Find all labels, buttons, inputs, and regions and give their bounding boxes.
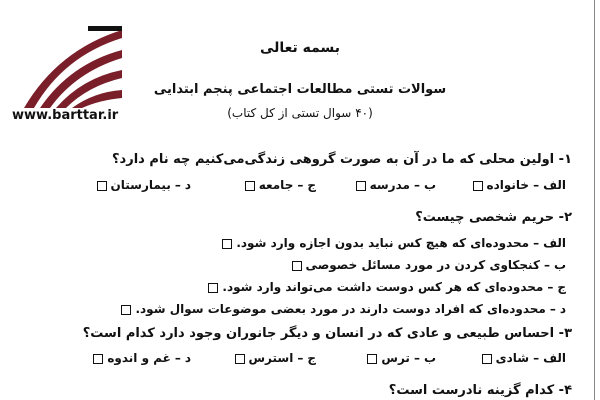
- checkbox[interactable]: [235, 354, 245, 364]
- checkbox[interactable]: [356, 181, 366, 191]
- checkbox[interactable]: [367, 354, 377, 364]
- question-1: ۱- اولین محلی که ما در آن به صورت گروهی زندگی‌می‌کنیم چه نام دارد؟: [112, 152, 572, 167]
- page-subtitle: (۴۰ سوال تستی از کل کتاب): [227, 106, 373, 120]
- question-1-options: [80, 178, 566, 196]
- checkbox[interactable]: [482, 354, 492, 364]
- question-2: ۲- حریم شخصی چیست؟: [415, 210, 572, 225]
- option[interactable]: ج–محدوده‌ای که هر کس دوست داشت می‌تواند وارد شود.: [208, 280, 566, 294]
- page-title: سوالات تستی مطالعات اجتماعی پنجم ابتدایی: [153, 82, 447, 97]
- checkbox[interactable]: [292, 261, 302, 271]
- option[interactable]: ب–ترس: [367, 351, 436, 365]
- option[interactable]: ج–جامعه: [245, 178, 316, 192]
- checkbox[interactable]: [222, 239, 232, 249]
- question-3: ۳- احساس طبیعی و عادی که در انسان و دیگر جانوران وجود دارد کدام است؟: [82, 326, 572, 341]
- page-border: [594, 0, 595, 400]
- logo-url: www.barttar.ir: [12, 108, 119, 123]
- option[interactable]: د–محدوده‌ای که افراد دوست دارند در مورد بعضی موضوعات سوال شود.: [121, 302, 566, 316]
- question-3-options: [80, 351, 566, 369]
- option[interactable]: الف–شادی: [482, 351, 566, 365]
- checkbox[interactable]: [473, 181, 483, 191]
- barttar-logo: [18, 20, 128, 115]
- checkbox[interactable]: [93, 354, 103, 364]
- checkbox[interactable]: [245, 181, 255, 191]
- option[interactable]: ج–استرس: [235, 351, 317, 365]
- option[interactable]: د–غم و اندوه: [93, 351, 191, 365]
- bismillah: بسمه تعالی: [259, 40, 341, 56]
- checkbox[interactable]: [121, 305, 131, 315]
- option[interactable]: الف–محدوده‌ای که هیچ کس نباید بدون اجازه وارد شود.: [222, 236, 566, 250]
- checkbox[interactable]: [97, 181, 107, 191]
- option[interactable]: ب–مدرسه: [356, 178, 436, 192]
- option[interactable]: الف–خانواده: [473, 178, 566, 192]
- option[interactable]: ب–کنجکاوی کردن در مورد مسائل خصوصی: [292, 258, 566, 272]
- question-4: ۴- کدام گزینه نادرست است؟: [388, 383, 572, 398]
- option[interactable]: د–بیمارستان: [97, 178, 191, 192]
- checkbox[interactable]: [208, 283, 218, 293]
